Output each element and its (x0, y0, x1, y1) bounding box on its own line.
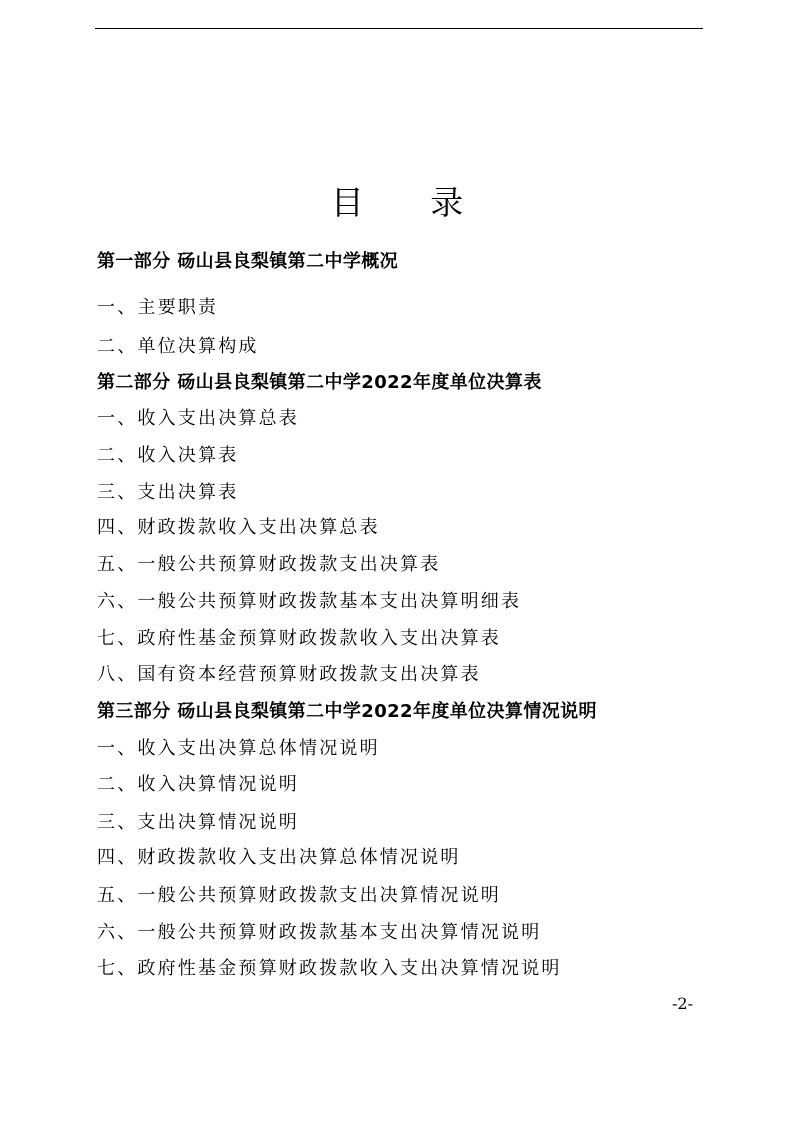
toc-part-heading: 第一部分 砀山县良梨镇第二中学概况 (97, 251, 399, 272)
toc-part-heading: 第三部分 砀山县良梨镇第二中学2022年度单位决算情况说明 (97, 701, 597, 722)
toc-item: 三、支出决算表 (97, 482, 239, 503)
toc-item: 五、一般公共预算财政拨款支出决算表 (97, 554, 441, 575)
header-rule (95, 28, 703, 29)
toc-item: 六、一般公共预算财政拨款基本支出决算情况说明 (97, 922, 542, 943)
toc-item: 七、政府性基金预算财政拨款收入支出决算表 (97, 628, 501, 649)
toc-item: 三、支出决算情况说明 (97, 812, 299, 833)
toc-item: 一、收入支出决算总体情况说明 (97, 738, 380, 759)
toc-item: 二、单位决算构成 (97, 336, 259, 357)
toc-item: 六、一般公共预算财政拨款基本支出决算明细表 (97, 591, 522, 612)
toc-item: 四、财政拨款收入支出决算总表 (97, 517, 380, 538)
toc-item: 二、收入决算情况说明 (97, 774, 299, 795)
toc-part-heading: 第二部分 砀山县良梨镇第二中学2022年度单位决算表 (97, 372, 542, 393)
toc-item: 一、收入支出决算总表 (97, 408, 299, 429)
toc-item: 七、政府性基金预算财政拨款收入支出决算情况说明 (97, 958, 562, 979)
toc-item: 二、收入决算表 (97, 445, 239, 466)
toc-item: 八、国有资本经营预算财政拨款支出决算表 (97, 664, 481, 685)
toc-item: 五、一般公共预算财政拨款支出决算情况说明 (97, 885, 501, 906)
toc-item: 四、财政拨款收入支出决算总体情况说明 (97, 847, 461, 868)
page-number: -2- (672, 994, 693, 1013)
page-title: 目 录 (330, 183, 492, 222)
toc-item: 一、主要职责 (97, 297, 219, 318)
